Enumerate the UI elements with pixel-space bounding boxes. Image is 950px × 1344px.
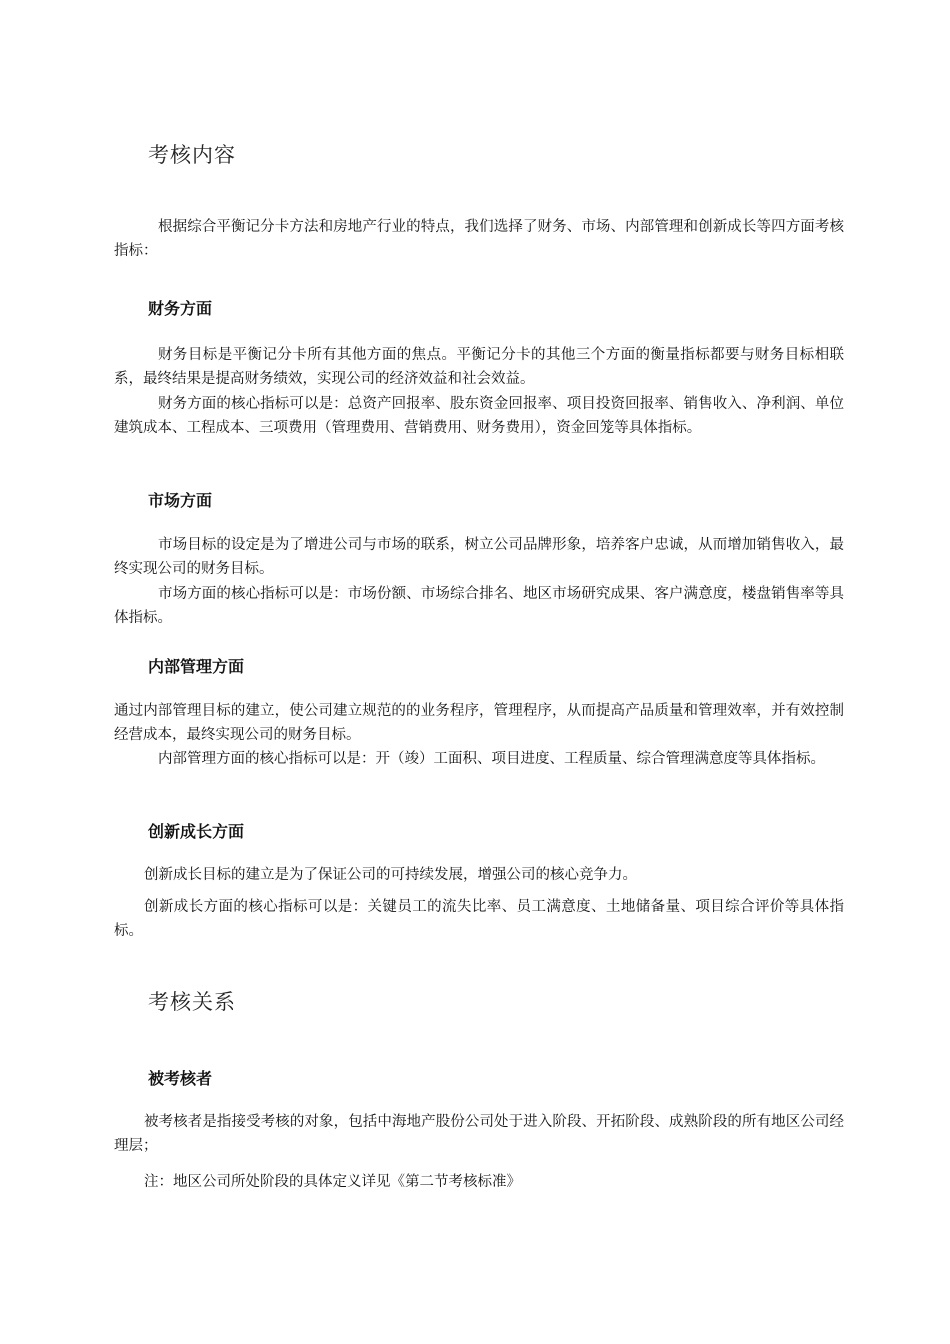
neibu-paragraph-2: 内部管理方面的核心指标可以是：开（竣）工面积、项目进度、工程质量、综合管理满意度等具体指标。: [158, 751, 825, 767]
caiwu-paragraph-1: 财务目标是平衡记分卡所有其他方面的焦点。平衡记分卡的其他三个方面的衡量指标都要与财务目标相联系，最终结果是提高财务绩效，实现公司的经济效益和社会效益。: [114, 347, 844, 387]
intro-paragraph: 根据综合平衡记分卡方法和房地产行业的特点，我们选择了财务、市场、内部管理和创新成长等四方面考核指标：: [114, 219, 844, 259]
shichang-paragraph-2: 市场方面的核心指标可以是：市场份额、市场综合排名、地区市场研究成果、客户满意度，楼盘销售率等具体指标。: [114, 586, 844, 626]
caiwu-paragraph-2: 财务方面的核心指标可以是：总资产回报率、股东资金回报率、项目投资回报率、销售收入、净利润、单位建筑成本、工程成本、三项费用（管理费用、营销费用、财务费用），资金回笼等具体指标。: [114, 396, 844, 436]
subsection-title-neibu: 内部管理方面: [148, 657, 245, 676]
subsection-title-shichang: 市场方面: [148, 491, 213, 510]
beikaohezhe-note: 注：地区公司所处阶段的具体定义详见《第二节考核标准》: [144, 1174, 521, 1190]
section-title-kaohe-guanxi: 考核关系: [148, 990, 236, 1014]
beikaohezhe-paragraph: 被考核者是指接受考核的对象，包括中海地产股份公司处于进入阶段、开拓阶段、成熟阶段的所有地区公司经理层；: [114, 1114, 844, 1154]
subsection-title-caiwu: 财务方面: [148, 299, 213, 318]
subsection-title-chuangxin: 创新成长方面: [148, 822, 245, 841]
chuangxin-paragraph-1: 创新成长目标的建立是为了保证公司的可持续发展，增强公司的核心竞争力。: [144, 867, 637, 883]
chuangxin-paragraph-2: 创新成长方面的核心指标可以是：关键员工的流失比率、员工满意度、土地储备量、项目综合评价等具体指标。: [114, 899, 844, 939]
section-title-kaohe-neirong: 考核内容: [148, 143, 236, 167]
neibu-paragraph-1: 通过内部管理目标的建立，使公司建立规范的的业务程序，管理程序，从而提高产品质量和管理效率，并有效控制经营成本，最终实现公司的财务目标。: [114, 703, 844, 743]
shichang-paragraph-1: 市场目标的设定是为了增进公司与市场的联系，树立公司品牌形象，培养客户忠诚，从而增加销售收入，最终实现公司的财务目标。: [114, 537, 844, 577]
subsection-title-beikaohezhe: 被考核者: [148, 1069, 213, 1088]
